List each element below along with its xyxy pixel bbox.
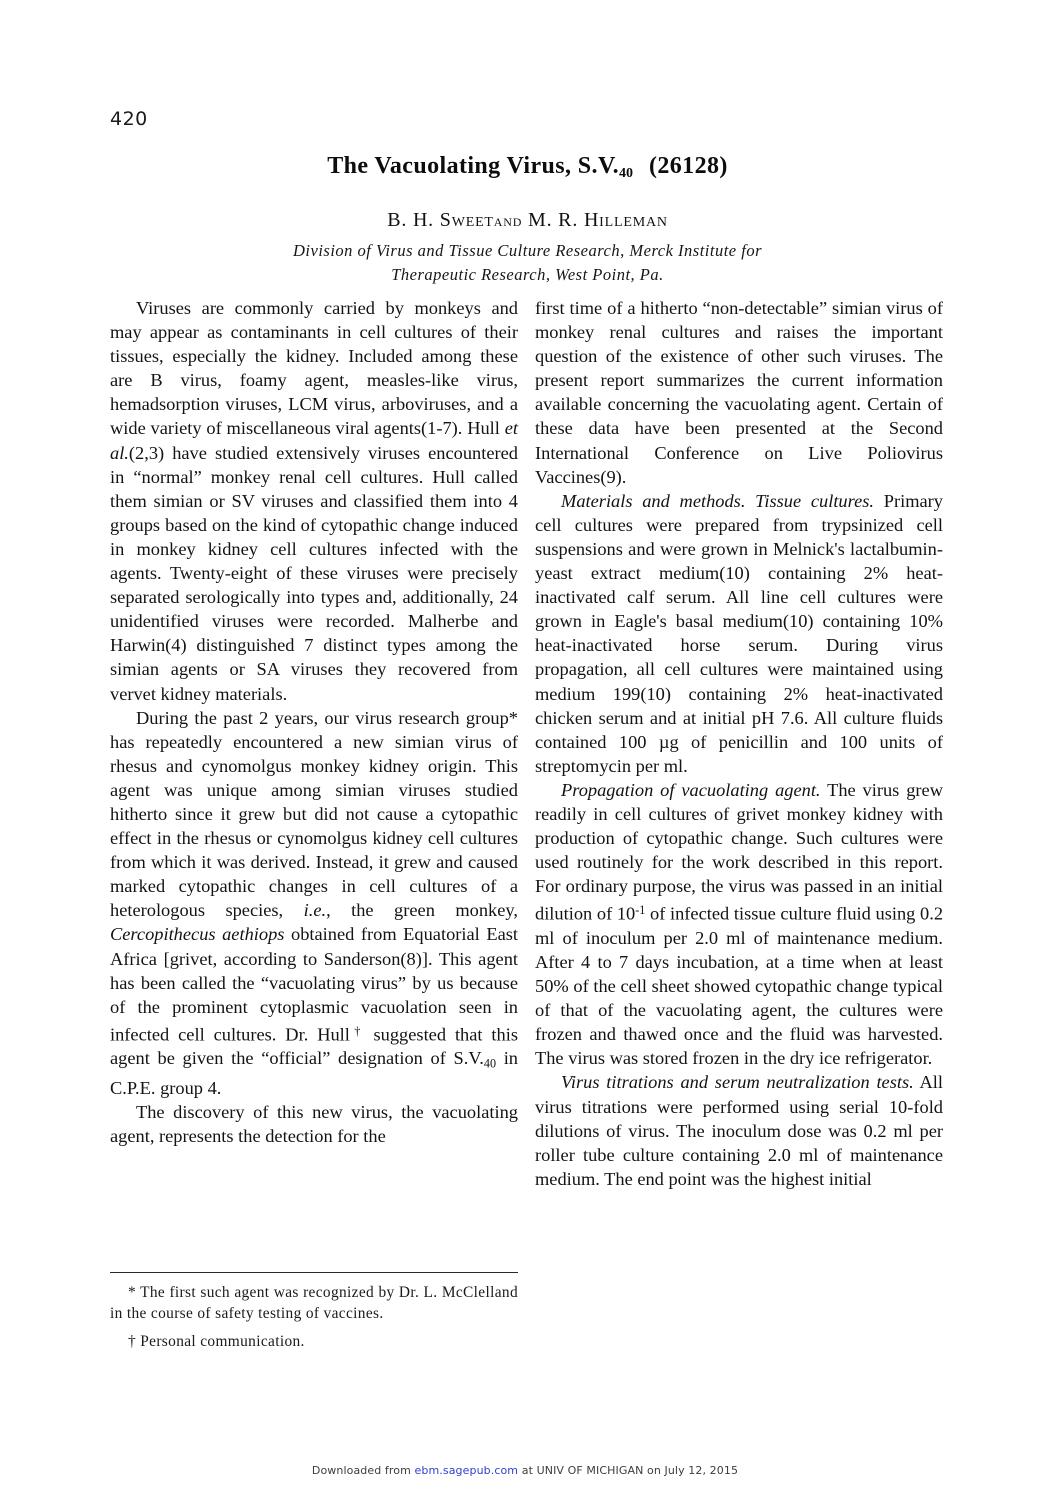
paragraph-discovery-part-5: in C.P.E. group 4. <box>110 1048 518 1098</box>
page-title <box>110 152 945 183</box>
article-id-number: (26128) <box>648 153 728 179</box>
dilution-exponent: -1 <box>635 903 646 918</box>
footnote-star: * The first such agent was recognized by Dr. L. McClelland in the course of safety testing of vaccines. <box>110 1284 518 1322</box>
paragraph-materials-methods <box>535 489 943 778</box>
species-name: Cercopithecus aethiops <box>110 924 285 945</box>
byline-conjunction: and <box>493 210 523 230</box>
materials-methods-body: Primary cell cultures were prepared from trypsinized cell suspensions and were grown in Melnick's lactalbumin-yeast extract medium(10) containing 2% heat-inactivated calf serum. All line cell cultures were grown in Eagle's basal medium(10) containing 10% heat-inactivated horse serum. During virus propagation, all cell cultures were maintained using medium 199(10) containing 2% heat-inactivated chicken serum and at initial pH 7.6. All culture fluids contained 100 µg of penicillin and 100 units of streptomycin per ml. <box>535 490 943 776</box>
latin-et-al: et al. <box>110 418 518 463</box>
body-column-left <box>110 296 518 1148</box>
download-attribution-bar <box>0 1464 1050 1477</box>
section-heading-propagation: Propagation of vacuolating agent. <box>561 779 821 800</box>
titrations-body: All virus titrations were performed using serial 10-fold dilutions of virus. The inoculum dose was 0.2 ml per roller tube culture containing 2.0 ml of maintenance medium. The end point was the highest initial <box>535 1072 943 1189</box>
footnote-block <box>110 1272 518 1352</box>
affiliation-line-1: Division of Virus and Tissue Culture Research, Merck Institute for <box>293 240 762 260</box>
paragraph-titrations <box>535 1070 943 1190</box>
paragraph-detection: The discovery of this new virus, the vacuolating agent, represents the detection for the <box>110 1101 518 1147</box>
paragraph-intro <box>110 296 518 706</box>
paragraph-discovery-part-2: , the green monkey, <box>326 900 518 921</box>
footnote-dagger: † Personal communication. <box>128 1333 305 1350</box>
paragraph-discovery <box>110 706 518 1100</box>
footnote-rule <box>110 1272 518 1273</box>
author-two-surname: Hilleman <box>583 208 668 231</box>
paragraph-discovery-part-4: suggested that this agent be given the “official” designation of S.V. <box>110 1024 518 1069</box>
propagation-body-part-2: of infected tissue culture fluid using 0.2 ml of inoculum per 2.0 ml of maintenance medium. After 4 to 7 days incubation, at a time when at least 50% of the cell sheet showed cytopathic change typical of that of the vacuolating agent, the cultures were frozen and thawed once and the fluid was harvested. The virus was stored frozen in the dry ice refrigerator. <box>535 903 944 1069</box>
author-two-initials: M. R. <box>522 208 584 231</box>
author-one-initials: B. H. <box>387 208 440 231</box>
page-number: 420 <box>110 108 148 130</box>
footnote-marker-dagger: † <box>349 1023 365 1038</box>
sv40-subscript: 40 <box>483 1056 496 1071</box>
download-suffix: at UNIV OF MICHIGAN on July 12, 2015 <box>518 1464 739 1477</box>
paragraph-discovery-part-1: During the past 2 years, our virus research group* has repeatedly encountered a new simian virus of rhesus and cynomolgus monkey kidney origin. This agent was unique among simian viruses studied hitherto since it grew but did not cause a cytopathic effect in the rhesus or cynomolgus kidney cell cultures from which it was derived. Instead, it grew and caused marked cytopathic changes in cell cultures of a heterologous species, <box>110 707 518 921</box>
paragraph-detection-continued: first time of a hitherto “non-detectable” simian virus of monkey renal cultures and raises the important question of the existence of other such viruses. The present report summarizes the current information available concerning the vacuolating agent. Certain of these data have been presented at the Second International Conference on Live Poliovirus Vaccines(9). <box>535 298 943 487</box>
latin-ie: i.e. <box>303 900 327 921</box>
section-heading-materials-methods: Materials and methods. Tissue cultures. <box>561 490 875 511</box>
paragraph-discovery-part-3: obtained from Equatorial East Africa [grivet, according to Sanderson(8)]. This agent has been called the “vacuolating virus” by us because of the prominent cytoplasmic vacuolation seen in infected cell cultures. Dr. Hull <box>110 924 519 1045</box>
paragraph-intro-part-2: (2,3) have studied extensively viruses encountered in “normal” monkey renal cell cultures. Hull called them simian or SV viruses and classified them into 4 groups based on the kind of cytopathic change induced in monkey kidney cell cultures infected with the agents. Twenty-eight of these viruses were precisely separated serologically into types and, additionally, 24 unidentified viruses were recorded. Malherbe and Harwin(4) distinguished 7 distinct types among the simian agents or SA viruses they recovered from vervet kidney materials. <box>110 442 518 704</box>
author-byline <box>110 209 945 232</box>
paragraph-intro-part-1: Viruses are commonly carried by monkeys and may appear as contaminants in cell cultures of their tissues, especially the kidney. Included among these are B virus, foamy agent, measles-like virus, hemadsorption viruses, LCM virus, arboviruses, and a wide variety of miscellaneous viral agents(1-7). Hull <box>110 298 518 439</box>
affiliation <box>110 239 945 287</box>
article-title-text: The Vacuolating Virus, S.V. <box>327 153 619 179</box>
download-prefix: Downloaded from <box>311 1464 415 1477</box>
paragraph-propagation <box>535 778 943 1071</box>
author-one-surname: Sweet <box>439 208 494 231</box>
body-column-right <box>535 296 943 1191</box>
section-heading-titrations: Virus titrations and serum neutralization tests. <box>561 1072 914 1093</box>
article-title-subscript: 40 <box>618 165 633 181</box>
title-block <box>110 152 945 287</box>
sagepub-link[interactable]: ebm.sagepub.com <box>414 1464 519 1477</box>
affiliation-line-2: Therapeutic Research, West Point, Pa. <box>391 264 664 284</box>
propagation-body-part-1: The virus grew readily in cell cultures of grivet monkey kidney with production of cytopathic change. Such cultures were used routinely for the work described in this report. For ordinary purpose, the virus was passed in an initial dilution of 10 <box>535 779 943 924</box>
